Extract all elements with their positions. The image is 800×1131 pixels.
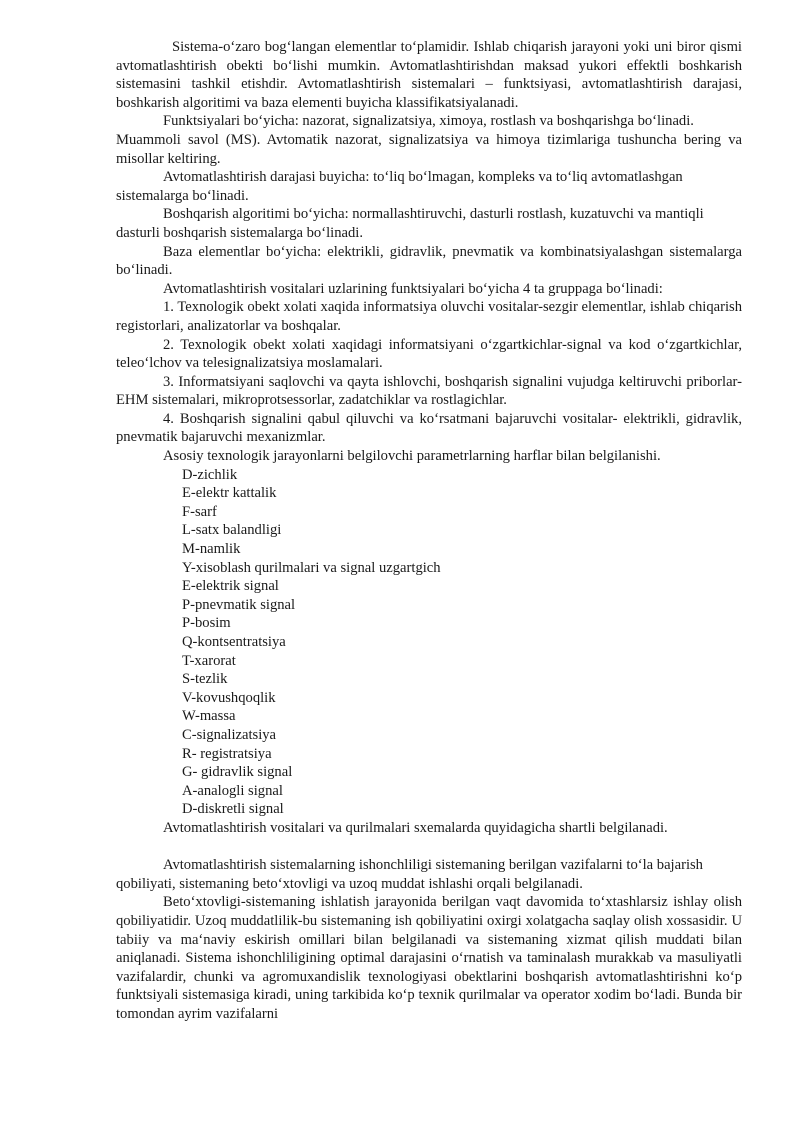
list-item: D-diskretli signal: [182, 801, 284, 818]
list-item: C-signalizatsiya: [182, 726, 277, 743]
list-item: G- gidravlik signal: [182, 764, 293, 781]
document-page: [116, 38, 742, 1023]
list-item: E-elektr kattalik: [182, 485, 277, 502]
list-item: Q-kontsentratsiya: [182, 634, 286, 650]
paragraph-schema-symbols: Avtomatlashtirish vositalari va qurilmalari sxemalarda quyidagicha shartli belgilanadi.: [163, 819, 668, 836]
symbol-list: [116, 466, 742, 819]
paragraph-group-2: 2. Texnologik obekt xolati xaqidagi informatsiyani o‘zgartkichlar-signal va kod o‘zgartkichlar, teleo‘lchov va telesignalizatsiya moslamalari.: [116, 336, 742, 372]
list-item: P-bosim: [182, 615, 231, 632]
blank-line: [116, 838, 742, 857]
paragraph-group-1: 1. Texnologik obekt xolati xaqida informatsiya oluvchi vositalar-sezgir elementlar, ishlab chiqarish registorlari, analizatorlar va boshqalar.: [116, 299, 742, 334]
list-item: A-analogli signal: [182, 782, 283, 799]
list-item: M-namlik: [182, 541, 241, 558]
paragraph-by-level: Avtomatlashtirish darajasi buyicha: to‘liq bo‘lmagan, kompleks va to‘liq avtomatlashgan sistemalarga bo‘linadi.: [116, 169, 683, 204]
list-item: R- registratsiya: [182, 745, 272, 762]
paragraph-reliability: Avtomatlashtirish sistemalarning ishonchliligi sistemaning berilgan vazifalarni to‘la bajarish qobiliyati, sistemaning beto‘xtovligi va uzoq muddat ishlashi orqali belgilanadi.: [116, 857, 703, 892]
paragraph-symbols-intro: Asosiy texnologik jarayonlarni belgilovchi parametrlarning harflar bilan belgilanishi.: [163, 448, 661, 465]
paragraph-four-groups-intro: Avtomatlashtirish vositalari uzlarining funktsiyalari bo‘yicha 4 ta gruppaga bo‘linadi:: [163, 280, 663, 297]
paragraph-group-3: 3. Informatsiyani saqlovchi va qayta ishlovchi, boshqarish signalini vujudga keltiruvchi priborlar-EHM sistemalari, mikroprotsessorlar, zadatchiklar va rostlagichlar.: [116, 373, 742, 409]
paragraph-group-4: 4. Boshqarish signalini qabul qiluvchi va ko‘rsatmani bajaruvchi vositalar- elektrikli, gidravlik, pnevmatik bajaruvchi mexanizmlar.: [116, 410, 742, 446]
list-item: E-elektrik signal: [182, 578, 279, 595]
paragraph-problem-question: Muammoli savol (MS). Avtomatik nazorat, signalizatsiya va himoya tizimlariga tushuncha bering va misollar keltiring.: [116, 131, 742, 167]
list-item: S-tezlik: [182, 671, 228, 688]
list-item: F-sarf: [182, 503, 217, 520]
list-item: W-massa: [182, 708, 236, 725]
list-item: D-zichlik: [182, 466, 238, 483]
paragraph-by-function: Funktsiyalari bo‘yicha: nazorat, signalizatsiya, ximoya, rostlash va boshqarishga bo‘linadi.: [163, 113, 694, 130]
list-item: V-kovushqoqlik: [182, 689, 276, 706]
paragraph-by-base-elements: Baza elementlar bo‘yicha: elektrikli, gidravlik, pnevmatik va kombinatsiyalashgan sistemalarga bo‘linadi.: [116, 243, 742, 279]
paragraph-by-algorithm: Boshqarish algoritimi bo‘yicha: normallashtiruvchi, dasturli rostlash, kuzatuvchi va mantiqli dasturli boshqarish sistemalarga bo‘linadi.: [116, 206, 704, 241]
list-item: P-pnevmatik signal: [182, 596, 296, 613]
list-item: L-satx balandligi: [182, 522, 282, 539]
paragraph-uninterrupted-operation: Beto‘xtovligi-sistemaning ishlatish jarayonida berilgan vaqt davomida to‘xtashlarsiz ishlay olish qobiliyatidir. Uzoq muddatlilik-bu sistemaning ish qobiliyatini oxirgi xolatgacha saqlay olish xossasidir. U tabiiy va ma‘naviy eskirish omillari bilan belgilanadi va sistemaning xizmat qilish muddati bilan aniqlanadi. Sistema ishonchliligining optimal darajasini o‘rnatish va taminalash murakkab va masuliyatli vazifalardir, chunki va agromuxandislik texnologiyasi obektlarini boshqarish avtomatlashtirishni ko‘p funktsiyali sistemasiga kiradi, uning tarkibida ko‘p texnik qurilmalar va operator xodim bo‘ladi. Bunda bir tomondan ayrim vazifalarni: [116, 894, 742, 1022]
list-item: T-xarorat: [182, 652, 236, 669]
list-item: Y-xisoblash qurilmalari va signal uzgartgich: [182, 559, 441, 576]
paragraph-system-definition: Sistema-o‘zaro bog‘langan elementlar to‘plamidir. Ishlab chiqarish jarayoni yoki uni biror qismi avtomatlashtirish obekti bo‘lishi mumkin. Avtomatlashtirishdan maksad yukori effektli boshkarish sistemasini tashkil etishdir. Avtomatlashtirish sistemalari – funktsiyasi, avtomatlashtirish darajasi, boshkarish algoritimi va baza elementi buyicha klassifikatsiyalanadi.: [116, 39, 742, 111]
